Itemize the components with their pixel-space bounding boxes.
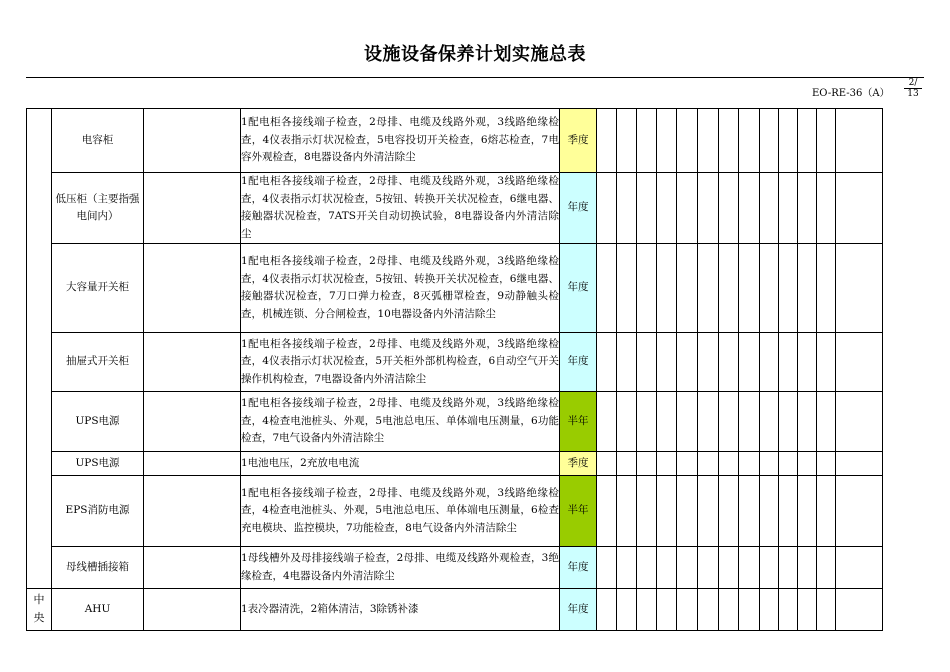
blank-cell [144, 452, 241, 476]
schedule-cell [597, 392, 617, 452]
schedule-cell [637, 333, 657, 392]
table-row [27, 333, 883, 392]
schedule-cell [817, 589, 836, 631]
task-description: 1表冷器清洗，2箱体清洁，3除锈补漆 [241, 589, 560, 631]
schedule-cell [657, 109, 677, 173]
schedule-cell [719, 589, 739, 631]
schedule-cell [760, 244, 779, 333]
page-number [904, 78, 922, 99]
schedule-cell [637, 547, 657, 589]
equipment-name: EPS消防电源 [52, 476, 144, 547]
schedule-cell [739, 109, 760, 173]
schedule-cell [817, 244, 836, 333]
schedule-cell [698, 476, 719, 547]
table-row [27, 173, 883, 244]
schedule-cell [760, 173, 779, 244]
frequency-badge: 年度 [560, 589, 597, 631]
blank-cell [144, 109, 241, 173]
schedule-cell [760, 452, 779, 476]
schedule-cell [617, 392, 637, 452]
remark-cell [836, 392, 883, 452]
category-cell [27, 109, 52, 589]
schedule-cell [617, 452, 637, 476]
table-row [27, 452, 883, 476]
equipment-name: 大容量开关柜 [52, 244, 144, 333]
frequency-badge: 年度 [560, 547, 597, 589]
schedule-cell [798, 476, 817, 547]
schedule-cell [798, 173, 817, 244]
table-row [27, 109, 883, 173]
schedule-cell [698, 333, 719, 392]
schedule-cell [739, 392, 760, 452]
schedule-cell [798, 452, 817, 476]
schedule-cell [719, 333, 739, 392]
schedule-cell [597, 476, 617, 547]
frequency-badge: 季度 [560, 109, 597, 173]
schedule-cell [698, 547, 719, 589]
schedule-cell [698, 173, 719, 244]
schedule-cell [719, 476, 739, 547]
schedule-cell [677, 476, 698, 547]
schedule-cell [597, 173, 617, 244]
blank-cell [144, 476, 241, 547]
schedule-cell [677, 547, 698, 589]
remark-cell [836, 244, 883, 333]
equipment-name: 低压柜（主要指强电间内） [52, 173, 144, 244]
schedule-cell [798, 333, 817, 392]
blank-cell [144, 173, 241, 244]
table-row [27, 589, 883, 631]
schedule-cell [760, 589, 779, 631]
schedule-cell [739, 173, 760, 244]
schedule-cell [760, 333, 779, 392]
schedule-cell [637, 589, 657, 631]
schedule-cell [817, 392, 836, 452]
schedule-cell [698, 244, 719, 333]
task-description: 1配电柜各接线端子检查，2母排、电缆及线路外观，3线路绝缘检查，4仪表指示灯状况检查，5开关柜外部机构检查，6自动空气开关操作机构检查，7电器设备内外清洁除尘 [241, 333, 560, 392]
schedule-cell [617, 547, 637, 589]
header-rule [26, 77, 924, 78]
schedule-cell [817, 173, 836, 244]
page-number-total: 13 [907, 89, 919, 99]
schedule-cell [677, 392, 698, 452]
schedule-cell [698, 589, 719, 631]
table-row [27, 547, 883, 589]
blank-cell [144, 392, 241, 452]
schedule-cell [798, 392, 817, 452]
blank-cell [144, 589, 241, 631]
schedule-cell [637, 452, 657, 476]
schedule-cell [637, 173, 657, 244]
task-description: 1配电柜各接线端子检查，2母排、电缆及线路外观，3线路绝缘检查，4仪表指示灯状况检查，5电容投切开关检查，6熔芯检查，7电容外观检查，8电器设备内外清洁除尘 [241, 109, 560, 173]
remark-cell [836, 452, 883, 476]
schedule-cell [779, 452, 798, 476]
schedule-cell [698, 392, 719, 452]
remark-cell [836, 589, 883, 631]
schedule-cell [657, 244, 677, 333]
table-row [27, 476, 883, 547]
frequency-badge: 半年 [560, 476, 597, 547]
category-cell [27, 589, 52, 631]
schedule-cell [719, 452, 739, 476]
schedule-cell [719, 392, 739, 452]
schedule-cell [760, 476, 779, 547]
table-row [27, 244, 883, 333]
schedule-cell [597, 333, 617, 392]
frequency-badge: 年度 [560, 244, 597, 333]
schedule-cell [779, 547, 798, 589]
schedule-cell [657, 589, 677, 631]
remark-cell [836, 173, 883, 244]
blank-cell [144, 547, 241, 589]
schedule-cell [657, 547, 677, 589]
schedule-cell [617, 173, 637, 244]
equipment-name: UPS电源 [52, 452, 144, 476]
schedule-cell [817, 547, 836, 589]
schedule-cell [677, 173, 698, 244]
schedule-cell [617, 333, 637, 392]
task-description: 1配电柜各接线端子检查，2母排、电缆及线路外观，3线路绝缘检查，4检查电池桩头、外观，5电池总电压、单体端电压测量，6检查充电模块、监控模块，7功能检查，8电气设备内外清洁除尘 [241, 476, 560, 547]
schedule-cell [779, 392, 798, 452]
remark-cell [836, 476, 883, 547]
equipment-name: 抽屉式开关柜 [52, 333, 144, 392]
schedule-cell [597, 452, 617, 476]
schedule-cell [779, 476, 798, 547]
schedule-cell [817, 333, 836, 392]
schedule-cell [817, 452, 836, 476]
schedule-cell [798, 109, 817, 173]
schedule-cell [657, 392, 677, 452]
equipment-name: AHU [52, 589, 144, 631]
schedule-cell [677, 333, 698, 392]
table-row [27, 392, 883, 452]
frequency-badge: 半年 [560, 392, 597, 452]
frequency-badge: 年度 [560, 333, 597, 392]
equipment-name: 母线槽插接箱 [52, 547, 144, 589]
page-number-current: 2/ [904, 78, 922, 89]
maintenance-plan-table [26, 108, 883, 631]
schedule-cell [637, 244, 657, 333]
equipment-name: 电容柜 [52, 109, 144, 173]
schedule-cell [597, 589, 617, 631]
schedule-cell [739, 452, 760, 476]
schedule-cell [779, 109, 798, 173]
schedule-cell [739, 333, 760, 392]
schedule-cell [677, 452, 698, 476]
schedule-cell [698, 109, 719, 173]
schedule-cell [617, 589, 637, 631]
frequency-badge: 年度 [560, 173, 597, 244]
schedule-cell [617, 476, 637, 547]
schedule-cell [739, 476, 760, 547]
schedule-cell [597, 547, 617, 589]
schedule-cell [719, 547, 739, 589]
schedule-cell [798, 589, 817, 631]
schedule-cell [677, 244, 698, 333]
remark-cell [836, 333, 883, 392]
schedule-cell [779, 173, 798, 244]
blank-cell [144, 244, 241, 333]
schedule-cell [677, 109, 698, 173]
schedule-cell [698, 452, 719, 476]
schedule-cell [637, 392, 657, 452]
task-description: 1母线槽外及母排接线端子检查，2母排、电缆及线路外观检查，3绝缘检查，4电器设备内外清洁除尘 [241, 547, 560, 589]
schedule-cell [739, 547, 760, 589]
schedule-cell [617, 109, 637, 173]
schedule-cell [719, 244, 739, 333]
schedule-cell [760, 109, 779, 173]
schedule-cell [597, 109, 617, 173]
category-label: 中央 [33, 593, 45, 625]
schedule-cell [657, 173, 677, 244]
schedule-cell [779, 589, 798, 631]
task-description: 1配电柜各接线端子检查，2母排、电缆及线路外观，3线路绝缘检查，4仪表指示灯状况检查，5按钮、转换开关状况检查，6继电器、接触器状况检查，7刀口弹力检查，8灭弧栅罩检查，9动静触头检查，机械连锁、分合闸检查，10电器设备内外清洁除尘 [241, 244, 560, 333]
frequency-badge: 季度 [560, 452, 597, 476]
equipment-name: UPS电源 [52, 392, 144, 452]
schedule-cell [739, 244, 760, 333]
schedule-cell [637, 109, 657, 173]
schedule-cell [817, 476, 836, 547]
schedule-cell [760, 392, 779, 452]
schedule-cell [657, 476, 677, 547]
schedule-cell [739, 589, 760, 631]
schedule-cell [719, 109, 739, 173]
page-title: 设施设备保养计划实施总表 [364, 44, 586, 65]
schedule-cell [597, 244, 617, 333]
schedule-cell [657, 452, 677, 476]
task-description: 1配电柜各接线端子检查，2母排、电缆及线路外观，3线路绝缘检查，4仪表指示灯状况检查，5按钮、转换开关状况检查，6继电器、接触器状况检查，7ATS开关自动切换试验，8电器设备内外清洁除尘 [241, 173, 560, 244]
schedule-cell [657, 333, 677, 392]
schedule-cell [719, 173, 739, 244]
schedule-cell [677, 589, 698, 631]
schedule-cell [798, 244, 817, 333]
schedule-cell [798, 547, 817, 589]
schedule-cell [637, 476, 657, 547]
blank-cell [144, 333, 241, 392]
schedule-cell [760, 547, 779, 589]
schedule-cell [617, 244, 637, 333]
schedule-cell [779, 333, 798, 392]
remark-cell [836, 109, 883, 173]
document-code: EO-RE-36（A） [812, 88, 890, 99]
schedule-cell [817, 109, 836, 173]
task-description: 1配电柜各接线端子检查，2母排、电缆及线路外观，3线路绝缘检查，4检查电池桩头、外观，5电池总电压、单体端电压测量，6功能检查，7电气设备内外清洁除尘 [241, 392, 560, 452]
schedule-cell [779, 244, 798, 333]
remark-cell [836, 547, 883, 589]
task-description: 1电池电压，2充放电电流 [241, 452, 560, 476]
